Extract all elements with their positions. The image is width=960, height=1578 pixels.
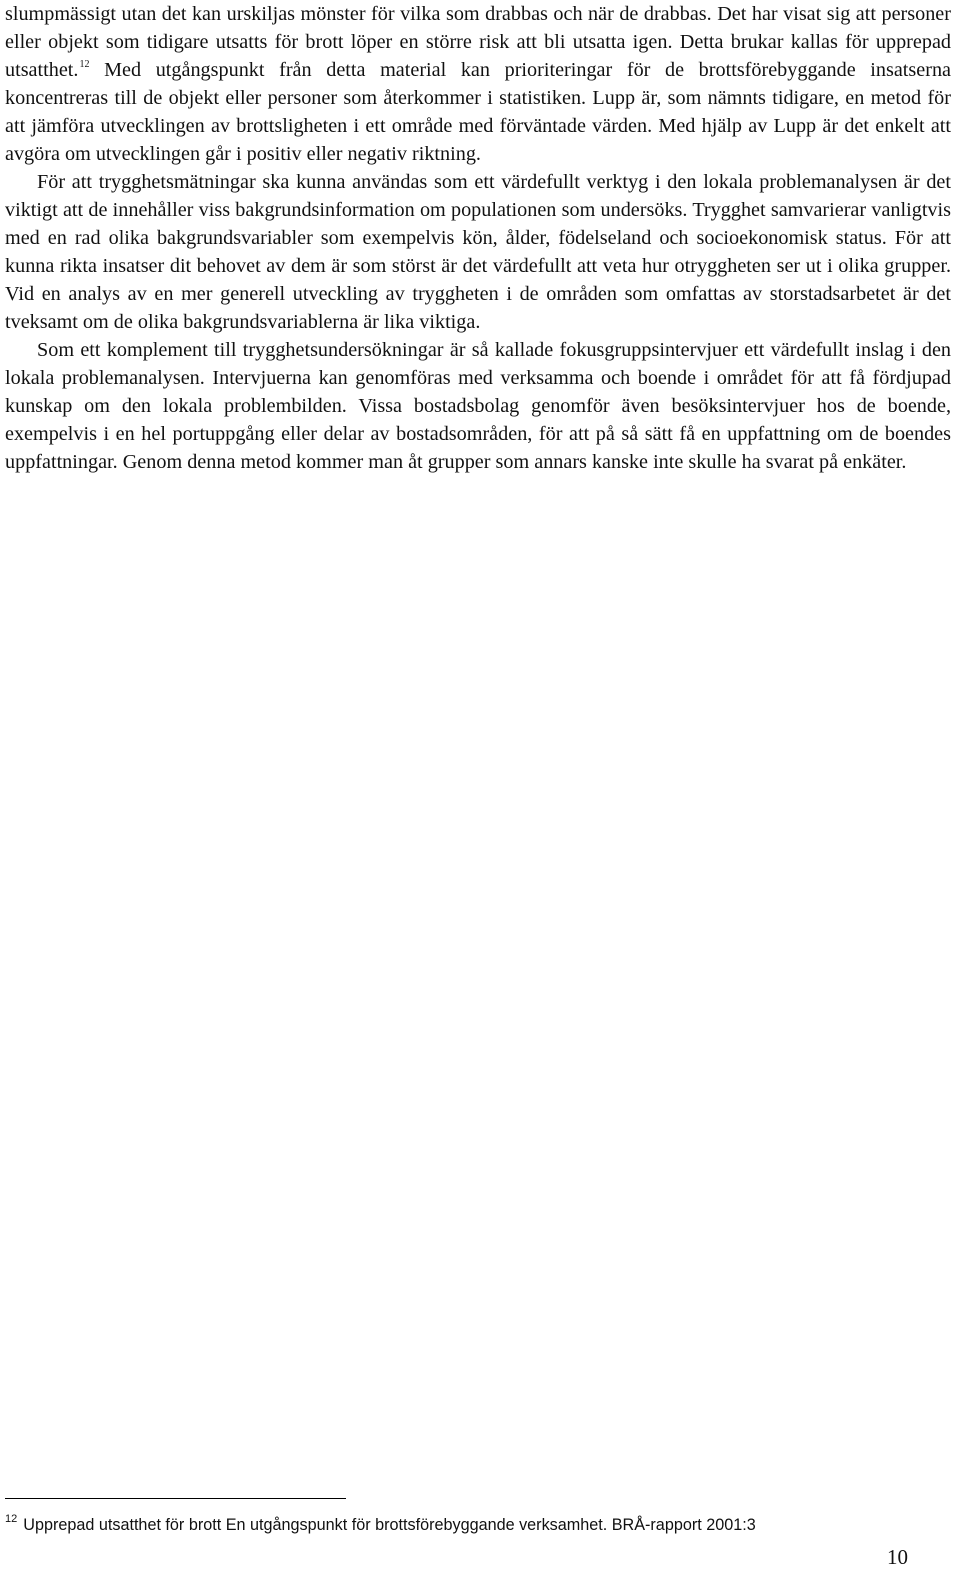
paragraph-1 [5,0,951,168]
paragraph-1-text-end: Med utgångspunkt från detta material kan prioriteringar för de brottsförebyggande insatserna koncentreras till de objekt eller personer som återkommer i statistiken. Lupp är, som nämnts tidigare, en metod för att jämföra utvecklingen av brottsligheten i ett område med förväntade värden. Med hjälp av Lupp är det enkelt att avgöra om utvecklingen går i positiv eller negativ riktning. [5,59,951,165]
body-text [5,0,951,476]
footnote-number: 12 [5,1513,18,1525]
page-number: 10 [887,1545,908,1569]
footnote-text: Upprepad utsatthet för brott En utgångspunkt för brottsförebyggande verksamhet. BRÅ-rapport 2001:3 [23,1516,756,1534]
paragraph-1-text-start: slumpmässigt utan det kan urskiljas mönster för vilka som drabbas och när de drabbas. Det har visat sig att personer eller objekt som tidigare utsatts för brott löper en större risk att bli utsatta igen. Detta brukar kallas för upprepad utsatthet. [5,3,951,81]
footnote-reference: 12 [79,59,90,70]
footnote-divider [5,1498,346,1499]
paragraph-2: För att trygghetsmätningar ska kunna användas som ett värdefullt verktyg i den lokala problemanalysen är det viktigt att de innehåller viss bakgrundsinformation om populationen som undersöks. Trygghet samvarierar vanligtvis med en rad olika bakgrundsvariabler som exempelvis kön, ålder, födelseland och socioekonomisk status. För att kunna rikta insatser dit behovet av dem är som störst är det värdefullt att veta hur otryggheten ser ut i olika grupper. Vid en analys av en mer generell utveckling av tryggheten i de områden som omfattas av storstadsarbetet är det tveksamt om de olika bakgrundsvariablerna är lika viktiga. [5,171,951,333]
paragraph-3: Som ett komplement till trygghetsundersökningar är så kallade fokusgruppsintervjuer ett värdefullt inslag i den lokala problemanalysen. Intervjuerna kan genomföras med verksamma och boende i området för att få fördjupad kunskap om den lokala problembilden. Vissa bostadsbolag genomför även besöksintervjuer hos de boende, exempelvis i en hel portuppgång eller delar av bostadsområden, för att på så sätt få en uppfattning om de boendes uppfattningar. Genom denna metod kommer man åt grupper som annars kanske inte skulle ha svarat på enkäter. [5,339,951,473]
footnote [5,1514,945,1536]
